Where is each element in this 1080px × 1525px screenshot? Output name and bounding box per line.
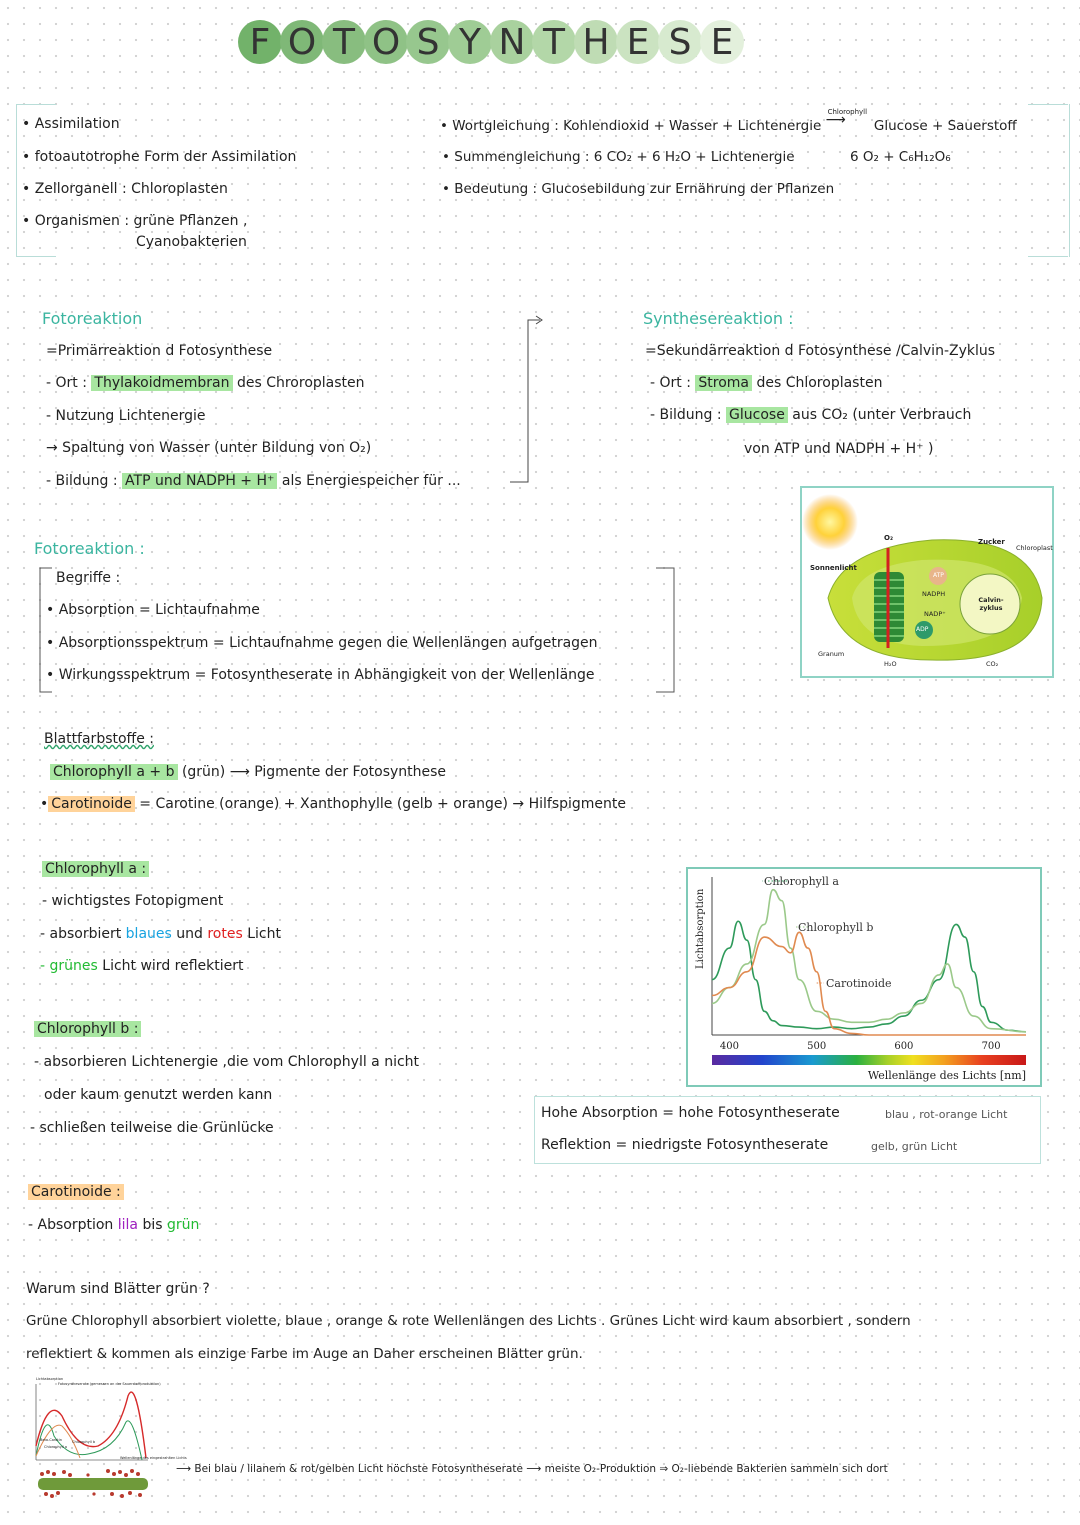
summengleichung: • Summengleichung : 6 CO₂ + 6 H₂O + Lichtenergie <box>442 149 795 165</box>
chlb-line-3: - schließen teilweise die Grünlücke <box>30 1120 274 1136</box>
carot-heading-text: Carotinoide : <box>28 1184 124 1200</box>
absorption-chart-svg <box>688 869 1040 1085</box>
synth-ort-label: - Ort : <box>650 375 691 391</box>
summengleichung-products: 6 O₂ + C₆H₁₂O₆ <box>850 149 951 165</box>
frame-corner <box>16 256 56 257</box>
foto-bildung-rest: als Energiespeicher für ... <box>281 473 461 489</box>
label-granum: Granum <box>818 650 845 658</box>
arrow-label: Chlorophyll <box>827 108 868 116</box>
spectrum-bar <box>712 1055 1026 1065</box>
synth-line-2 <box>650 375 882 391</box>
reflektion: Reflektion = niedrigste Fotosyntheserate <box>541 1137 829 1153</box>
chlb-heading <box>34 1021 141 1037</box>
thumb-label-4: Chlorophyll a <box>44 1445 67 1449</box>
intro-organismen: • Organismen : grüne Pflanzen , <box>22 213 248 229</box>
label-nadp: NADP⁺ <box>924 610 946 618</box>
chla-blaues: blaues <box>125 926 172 942</box>
title-letter: T <box>532 20 576 64</box>
fotoreaktion-heading: Fotoreaktion <box>42 309 143 328</box>
sun-icon <box>802 494 858 550</box>
thumb-label-3: Beta-Carotin <box>40 1438 62 1442</box>
foto-ort-label: - Ort : <box>46 375 87 391</box>
title-letter: E <box>700 20 744 64</box>
carot-heading <box>28 1184 124 1200</box>
absorption-summary-box <box>534 1096 1041 1164</box>
intro-assimilation: • Assimilation <box>22 116 120 132</box>
blatt-line-1 <box>50 764 446 780</box>
wortgleichung <box>440 108 1017 134</box>
synth-line-3 <box>650 407 971 423</box>
label-o2: O₂ <box>884 534 894 542</box>
synth-ort-rest: des Chloroplasten <box>756 375 883 391</box>
intro-fotoautotroph: • fotoautotrophe Form der Assimilation <box>22 149 297 165</box>
label-calvin: Calvin-zyklus <box>978 596 1004 612</box>
chla-absorbiert: - absorbiert <box>40 926 122 942</box>
chlorophyll-ab-highlight: Chlorophyll a + b <box>50 764 178 780</box>
synth-line-4: von ATP und NADPH + H⁺ ) <box>744 441 934 457</box>
chloroplast-diagram <box>800 486 1054 678</box>
synth-line-1: =Sekundärreaktion d Fotosynthese /Calvin-Zyklus <box>645 343 996 359</box>
label-h2o: H₂O <box>884 660 897 668</box>
absorption-chart <box>686 867 1042 1087</box>
chla-heading-text: Chlorophyll a : <box>42 861 149 877</box>
bracket-arrow-icon <box>500 312 550 488</box>
foto-line-3: - Nutzung Lichtenergie <box>46 408 206 424</box>
blatt-line-1-rest: (grün) ⟶ Pigmente der Fotosynthese <box>181 764 447 780</box>
engelmann-chart-icon <box>28 1376 154 1498</box>
warum-question: Warum sind Blätter grün ? <box>26 1281 210 1297</box>
warum-answer-1: Grüne Chlorophyll absorbiert violette, blaue , orange & rote Wellenlängen des Lichts . Grünes Licht wird kaum absorbiert , sondern <box>26 1313 911 1329</box>
chlb-heading-text: Chlorophyll b : <box>34 1021 141 1037</box>
page-title <box>238 20 742 64</box>
label-adp: ADP <box>916 626 929 633</box>
thumb-label-2: Fotosyntheserate (gemessen an der Sauerstoffproduktion) <box>58 1382 161 1386</box>
atp-highlight: ATP und NADPH + H⁺ <box>122 473 277 489</box>
series-label-1: Chlorophyll b <box>798 921 874 934</box>
chla-line-1: - wichtigstes Fotopigment <box>42 893 224 909</box>
chla-und: und <box>176 926 203 942</box>
chla-line-2 <box>40 926 281 942</box>
begriff-absorption: • Absorption = Lichtaufnahme <box>46 602 260 618</box>
reflektion-color: gelb, grün Licht <box>871 1140 958 1153</box>
wortgleichung-text: • Wortgleichung : Kohlendioxid + Wasser + Lichtenergie <box>440 118 822 134</box>
title-letter: Y <box>448 20 492 64</box>
carot-line-1 <box>28 1217 199 1233</box>
blattfarbstoffe-heading: Blattfarbstoffe : <box>44 731 154 747</box>
fotoreaktion2-heading: Fotoreaktion : <box>34 539 145 558</box>
label-atp: ATP <box>933 572 944 579</box>
title-letter: H <box>574 20 618 64</box>
carot-lila: lila <box>117 1217 138 1233</box>
x-tick-label: 700 <box>981 1041 1001 1052</box>
title-letter: T <box>322 20 366 64</box>
bedeutung: • Bedeutung : Glucosebildung zur Ernährung der Pflanzen <box>442 181 835 197</box>
frame-corner <box>1028 104 1068 105</box>
chla-heading <box>42 861 149 877</box>
blatt-line-2 <box>40 796 626 812</box>
stroma-highlight: Stroma <box>695 375 752 391</box>
title-letter: N <box>490 20 534 64</box>
foto-line-4: → Spaltung von Wasser (unter Bildung von O₂) <box>46 440 372 456</box>
warum-answer-2: reflektiert & kommen als einzige Farbe im Auge an Daher erscheinen Blätter grün. <box>26 1346 583 1362</box>
foto-line-1: =Primärreaktion d Fotosynthese <box>46 343 273 359</box>
label-sugar: Zucker <box>978 538 1005 546</box>
synthese-heading: Synthesereaktion : <box>643 309 794 328</box>
label-co2: CO₂ <box>986 660 999 668</box>
thylakoid-highlight: Thylakoidmembran <box>91 375 232 391</box>
x-tick-label: 600 <box>894 1041 914 1052</box>
glucose-highlight: Glucose <box>726 407 788 423</box>
foto-ort-rest: des Chroroplasten <box>236 375 365 391</box>
x-tick-label: 400 <box>719 1041 739 1052</box>
chla-line-3 <box>40 958 244 974</box>
title-letter: O <box>364 20 408 64</box>
frame-corner <box>1028 256 1068 257</box>
label-sunlight: Sonnenlicht <box>810 564 857 572</box>
intro-cyanobakterien: Cyanobakterien <box>136 234 247 250</box>
title-letter: E <box>616 20 660 64</box>
carot-gruen: grün <box>166 1217 200 1233</box>
chla-licht: Licht <box>247 926 281 942</box>
x-tick-label: 500 <box>807 1041 827 1052</box>
chla-gruenes: - grünes <box>40 958 98 974</box>
title-letter: S <box>406 20 450 64</box>
carot-absorption: - Absorption <box>28 1217 114 1233</box>
title-letter: O <box>280 20 324 64</box>
label-nadph: NADPH <box>922 590 946 598</box>
thumb-label-1: Lichtabsorption <box>36 1377 64 1381</box>
intro-zellorganell: • Zellorganell : Chloroplasten <box>22 181 228 197</box>
wortgleichung-products: Glucose + Sauerstoff <box>873 118 1017 134</box>
synth-bildung-rest: aus CO₂ (unter Verbrauch <box>792 407 972 423</box>
chlb-line-2: oder kaum genutzt werden kann <box>44 1087 273 1103</box>
series-label-0: Chlorophyll a <box>764 875 839 888</box>
chla-reflektiert: Licht wird reflektiert <box>102 958 244 974</box>
frame-corner <box>16 104 56 105</box>
hohe-absorption: Hohe Absorption = hohe Fotosyntheserate <box>541 1105 840 1121</box>
foto-line-2 <box>46 375 365 391</box>
foto-line-5 <box>46 473 461 489</box>
thumb-label-5: Chlorophyll b <box>72 1440 96 1444</box>
label-chloroplast: Chloroplast <box>1016 544 1053 552</box>
bullet: • <box>40 796 49 812</box>
series-label-2: Carotinoide <box>826 977 892 990</box>
chla-rotes: rotes <box>207 926 243 942</box>
begriffe-label: Begriffe : <box>56 570 121 586</box>
series-line-1 <box>712 890 1026 1032</box>
hohe-absorption-color: blau , rot-orange Licht <box>885 1108 1008 1121</box>
arrow-icon: ⟶ <box>825 112 846 128</box>
carot-bis: bis <box>142 1217 163 1233</box>
title-letter: S <box>658 20 702 64</box>
y-axis-label: Lichtabsorption <box>695 888 706 969</box>
synth-bildung-label: - Bildung : <box>650 407 722 423</box>
title-letter: F <box>238 20 282 64</box>
reaction-arrow <box>825 108 870 130</box>
begriff-absorptionsspektrum: • Absorptionsspektrum = Lichtaufnahme gegen die Wellenlängen aufgetragen <box>46 635 598 651</box>
thumb-label-6: Wellenlänge des eingestrahlten Lichts <box>120 1456 187 1460</box>
begriff-wirkungsspektrum: • Wirkungsspektrum = Fotosyntheserate in Abhängigkeit von der Wellenlänge <box>46 667 595 683</box>
carotinoide-highlight: Carotinoide <box>48 796 135 812</box>
chlb-line-1: - absorbieren Lichtenergie ,die vom Chlorophyll a nicht <box>34 1054 420 1070</box>
x-axis-label: Wellenlänge des Lichts [nm] <box>867 1069 1026 1082</box>
footer-note: ⟶ Bei blau / lilanem & rot/gelben Licht höchste Fotosyntheserate ⟶ meiste O₂-Produktion ⇒ O₂-liebende Bakterien sammeln sich dort <box>176 1463 888 1475</box>
blatt-line-2-rest: = Carotine (orange) + Xanthophylle (gelb + orange) → Hilfspigmente <box>139 796 627 812</box>
engelmann-thumbnail <box>28 1376 187 1498</box>
foto-bildung-label: - Bildung : <box>46 473 118 489</box>
